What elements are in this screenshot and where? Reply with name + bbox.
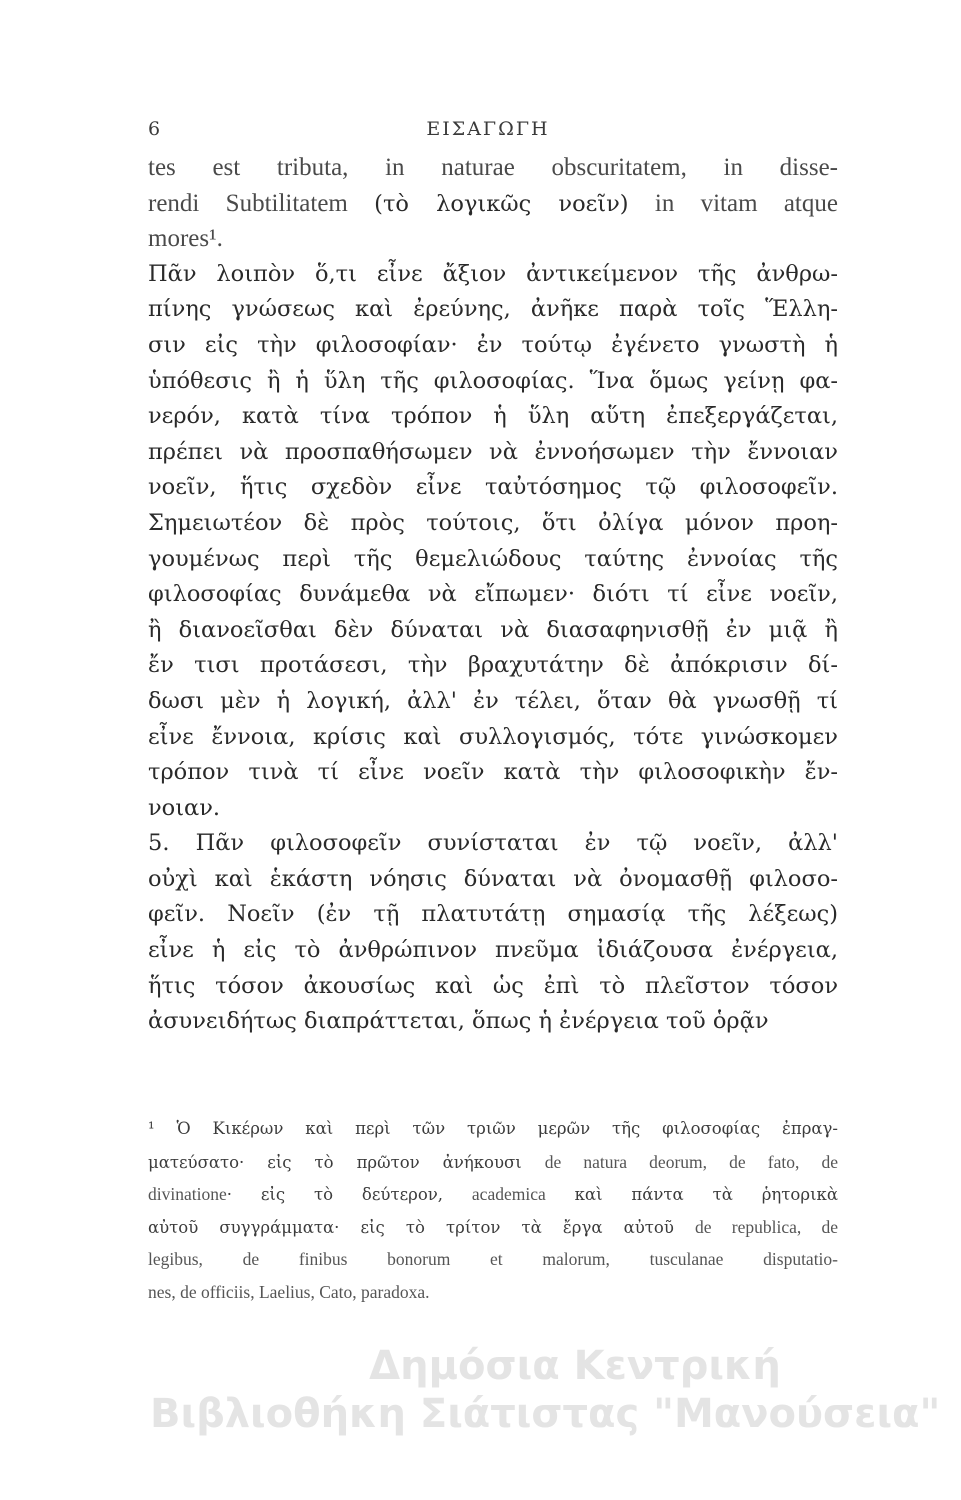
- footnote-line: [148, 1276, 838, 1309]
- page-number: 6: [148, 118, 161, 140]
- text-segment: mores¹.: [148, 225, 223, 253]
- text-segment: εἶνε ἔννοια, κρίσις καὶ συλλογισμός, τότε γινώσκομεν: [148, 723, 838, 750]
- text-segment: πρέπει νὰ προσπαθήσωμεν νὰ ἐννοήσωμεν τὴν ἔννοιαν: [148, 438, 838, 465]
- text-segment: ἢ διανοεῖσθαι δὲν δύναται νὰ διασαφηνισθῇ ἐν μιᾷ ἢ: [148, 616, 838, 643]
- footnotes: [148, 1113, 838, 1308]
- text-line: [148, 648, 838, 684]
- text-line: [148, 186, 838, 222]
- text-segment: φεῖν. Νοεῖν (ἐν τῇ πλατυτάτῃ σημασίᾳ τῆς λέξεως): [148, 901, 838, 928]
- text-segment: φιλοσοφίας δυνάμεθα νὰ εἴπωμεν· διότι τί εἶνε νοεῖν,: [148, 581, 838, 608]
- body-text: [148, 150, 838, 1040]
- text-segment: ὑπόθεσις ἢ ἡ ὕλη τῆς φιλοσοφίας. Ἵνα ὅμως γείνῃ φα-: [148, 367, 838, 394]
- text-segment: αὐτοῦ συγγράμματα· εἰς τὸ τρίτον τὰ ἔργα αὐτοῦ: [148, 1217, 695, 1237]
- text-line: [148, 328, 838, 364]
- text-segment: rendi Subtilitatem: [148, 189, 375, 217]
- text-line: [148, 506, 838, 542]
- text-line: [148, 399, 838, 435]
- text-segment: de republica, de: [694, 1216, 838, 1237]
- text-line: [148, 862, 838, 898]
- page-header: [148, 118, 828, 150]
- text-segment: ἔν τισι προτάσεσι, τὴν βραχυτάτην δὲ ἀπόκρισιν δί-: [148, 652, 838, 679]
- text-line: [148, 826, 838, 862]
- text-line: [148, 364, 838, 400]
- text-segment: τρόπον τινὰ τί εἶνε νοεῖν κατὰ τὴν φιλοσοφικὴν ἔν-: [148, 759, 838, 786]
- text-line: [148, 292, 838, 328]
- text-line: [148, 150, 838, 186]
- text-segment: ¹ Ὁ Κικέρων καὶ περὶ τῶν τριῶν μερῶν τῆς φιλοσοφίας ἐπραγ-: [148, 1119, 838, 1138]
- text-segment: εἶνε ἡ εἰς τὸ ἀνθρώπινον πνεῦμα ἰδιάζουσα ἐνέργεια,: [148, 937, 838, 964]
- text-segment: νερόν, κατὰ τίνα τρόπον ἡ ὕλη αὕτη ἐπεξεργάζεται,: [148, 403, 838, 430]
- footnote-line: [148, 1178, 838, 1211]
- text-segment: σιν εἰς τὴν φιλοσοφίαν· ἐν τούτῳ ἐγένετο γνωστὴ ἡ: [148, 331, 838, 358]
- text-line: [148, 969, 838, 1005]
- footnote-line: [148, 1146, 838, 1179]
- text-segment: νοιαν.: [148, 794, 221, 821]
- text-line: [148, 435, 838, 471]
- text-line: [148, 577, 838, 613]
- text-segment: · εἰς τὸ δεύτερον,: [226, 1185, 472, 1204]
- text-segment: Πᾶν λοιπὸν ὅ,τι εἶνε ἄξιον ἀντικείμενον τῆς ἀνθρω-: [148, 260, 838, 287]
- text-line: [148, 684, 838, 720]
- text-line: [148, 221, 838, 257]
- text-line: [148, 897, 838, 933]
- text-segment: nes, de officiis, Laelius, Cato, paradoxa.: [148, 1281, 430, 1302]
- text-line: [148, 933, 838, 969]
- text-segment: 5. Πᾶν φιλοσοφεῖν συνίσταται ἐν τῷ νοεῖν, ἀλλ': [148, 830, 838, 857]
- text-segment: πίνης γνώσεως καὶ ἐρεύνης, ἀνῆκε παρὰ τοῖς Ἕλλη-: [148, 296, 838, 323]
- text-line: [148, 755, 838, 791]
- text-segment: νοεῖν, ἥτις σχεδὸν εἶνε ταὐτόσημος τῷ φιλοσοφεῖν.: [148, 474, 838, 501]
- running-head: ΕΙΣΑΓΩΓΗ: [426, 118, 550, 140]
- text-segment: γουμένως περὶ τῆς θεμελιώδους ταύτης ἐννοίας τῆς: [148, 545, 838, 572]
- text-line: [148, 613, 838, 649]
- library-watermark-line-1: Δημόσια Κεντρική: [369, 1343, 781, 1389]
- footnote-line: [148, 1113, 838, 1146]
- text-segment: Σημειωτέον δὲ πρὸς τούτοις, ὅτι ὀλίγα μόνον προη-: [148, 509, 838, 536]
- text-segment: ἀσυνειδήτως διαπράττεται, ὅπως ἡ ἐνέργεια τοῦ ὁρᾷν: [148, 1008, 769, 1035]
- text-line: [148, 542, 838, 578]
- text-segment: δωσι μὲν ἡ λογική, ἀλλ' ἐν τέλει, ὅταν θὰ γνωσθῇ τί: [148, 687, 838, 714]
- footnote-line: [148, 1243, 838, 1276]
- text-line: [148, 470, 838, 506]
- text-segment: (τὸ λογικῶς νοεῖν): [374, 190, 629, 217]
- text-segment: academica: [471, 1184, 546, 1204]
- text-segment: οὐχὶ καὶ ἑκάστη νόησις δύναται νὰ ὀνομασθῇ φιλοσο-: [148, 865, 838, 892]
- text-segment: καὶ πάντα τὰ ῥητορικὰ: [545, 1185, 838, 1204]
- text-segment: legibus, de finibus bonorum et malorum, tusculanae disputatio-: [148, 1249, 838, 1269]
- text-line: [148, 1004, 838, 1040]
- text-line: [148, 720, 838, 756]
- text-line: [148, 257, 838, 293]
- footnote-line: [148, 1211, 838, 1244]
- text-segment: divinatione: [148, 1184, 227, 1204]
- library-watermark-line-2: Βιβλιοθήκη Σιάτιστας "Μανούσεια": [150, 1391, 941, 1437]
- text-segment: de natura deorum, de fato, de: [544, 1151, 838, 1172]
- text-line: [148, 791, 838, 827]
- text-segment: tes est tributa, in naturae obscuritatem, in disse-: [148, 154, 838, 181]
- text-segment: ματεύσατο· εἰς τὸ πρῶτον ἀνήκουσι: [148, 1152, 545, 1172]
- text-segment: in vitam atque: [628, 189, 838, 217]
- text-segment: ἥτις τόσον ἀκουσίως καὶ ὡς ἐπὶ τὸ πλεῖστον τόσον: [148, 972, 838, 999]
